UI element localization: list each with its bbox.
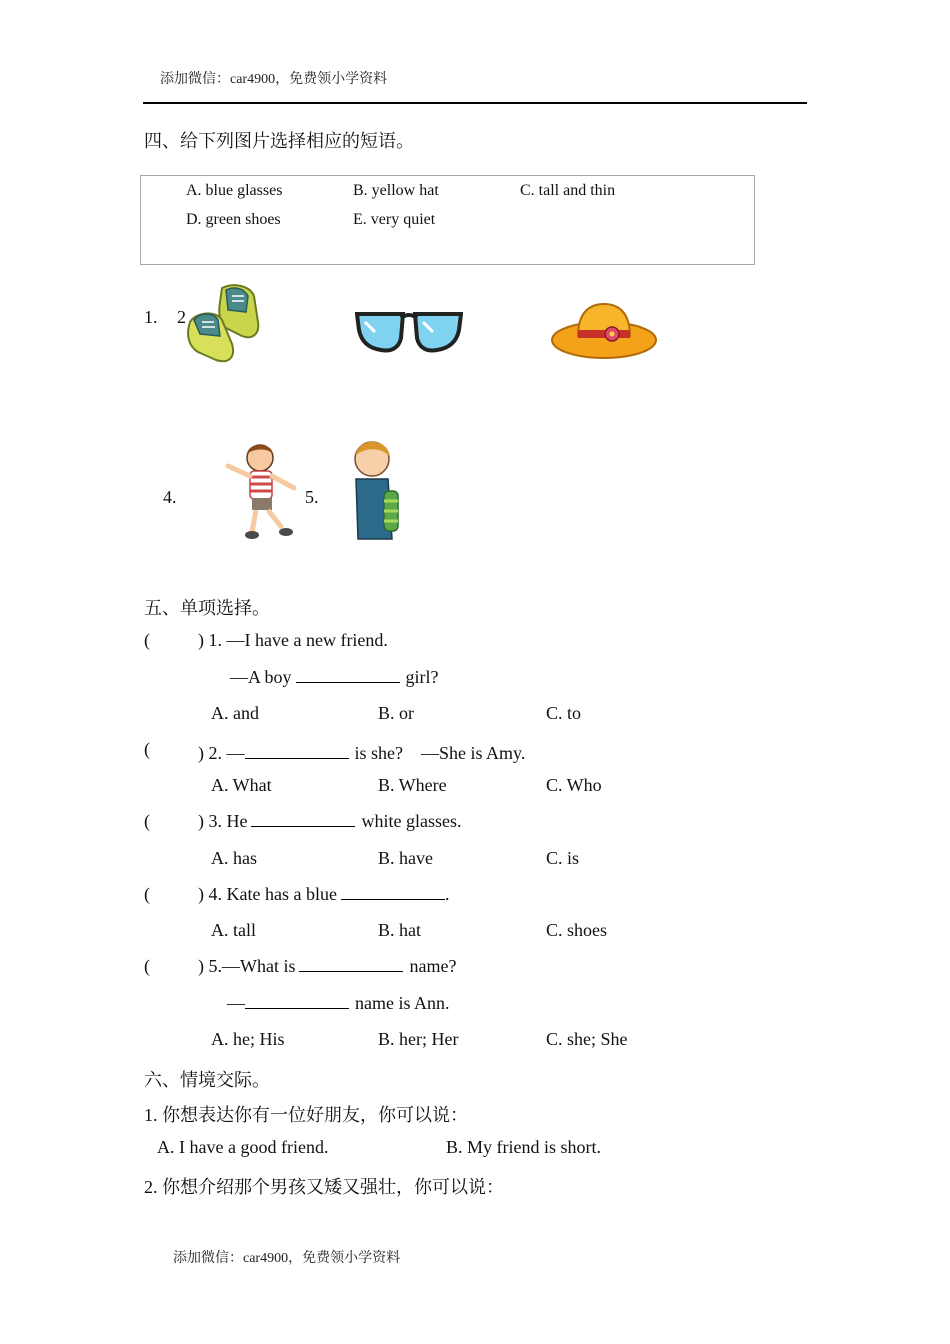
phrase-option-d: D. green shoes (186, 211, 281, 228)
section4-title: 四、给下列图片选择相应的短语。 (144, 131, 414, 151)
picture-number-4: 4. (163, 487, 177, 507)
q4-option-c: C. shoes (546, 920, 608, 940)
picture-number-5: 5. (305, 487, 319, 507)
phrase-option-e: E. very quiet (353, 211, 436, 228)
question-5-line2-pre: — (227, 993, 245, 1013)
s6-q1-option-b: B. My friend is short. (446, 1137, 601, 1157)
answer-paren-5: ( (144, 956, 150, 976)
q3-option-c: C. is (546, 848, 580, 868)
header-divider (143, 102, 807, 104)
answer-blank[interactable] (245, 993, 349, 1009)
question-2-suffix: is she? —She is Amy. (354, 743, 526, 763)
hat-icon (550, 300, 658, 362)
q1-option-a: A. and (211, 703, 259, 723)
q5-option-a: A. he; His (211, 1029, 285, 1049)
q2-option-a: A. What (211, 775, 272, 795)
phrase-option-b: B. yellow hat (353, 182, 439, 199)
answer-paren-1: ( (144, 630, 150, 650)
question-4-suffix: . (444, 884, 450, 904)
picture-number-2: 2 (177, 307, 186, 327)
q1-option-c: C. to (546, 703, 582, 723)
answer-paren-4: ( (144, 884, 150, 904)
question-5 (198, 956, 456, 977)
q3-option-b: B. have (378, 848, 433, 868)
q4-option-a: A. tall (211, 920, 256, 940)
question-1-line2 (230, 667, 439, 688)
question-5-line2-post: name is Ann. (355, 993, 450, 1013)
header-watermark: 添加微信：car4900，免费领小学资料 (160, 72, 388, 87)
answer-paren-2: ( (144, 739, 150, 759)
question-3 (198, 811, 461, 832)
answer-paren-3: ( (144, 811, 150, 831)
picture-number-1: 1. (144, 307, 158, 327)
q5-option-b: B. her; Her (378, 1029, 459, 1049)
footer-watermark: 添加微信：car4900，免费领小学资料 (173, 1251, 401, 1266)
section6-question-1: 1. 你想表达你有一位好朋友，你可以说： (144, 1105, 468, 1125)
answer-blank[interactable] (299, 956, 403, 972)
q1-option-b: B. or (378, 703, 414, 723)
glasses-icon (355, 308, 463, 354)
section5-title: 五、单项选择。 (144, 598, 270, 618)
question-5-prefix: ) 5.—What is (198, 956, 296, 976)
question-2 (198, 739, 525, 765)
boy-quiet-icon (346, 435, 404, 541)
q2-option-b: B. Where (378, 775, 447, 795)
boy-dancing-icon (222, 440, 302, 540)
question-1-line2-pre: —A boy (230, 667, 292, 687)
phrase-option-c: C. tall and thin (520, 182, 616, 199)
answer-blank[interactable] (341, 884, 445, 900)
question-5-line2 (227, 993, 450, 1014)
question-5-suffix: name? (409, 956, 457, 976)
section6-title: 六、情境交际。 (144, 1070, 270, 1090)
shoes-icon (182, 282, 262, 368)
s6-q1-option-a: A. I have a good friend. (157, 1137, 329, 1157)
question-1: ) 1. —I have a new friend. (198, 630, 388, 650)
q5-option-c: C. she; She (546, 1029, 628, 1049)
phrase-option-a: A. blue glasses (186, 182, 283, 199)
q4-option-b: B. hat (378, 920, 421, 940)
answer-blank[interactable] (251, 811, 355, 827)
question-3-prefix: ) 3. He (198, 811, 248, 831)
answer-blank[interactable] (296, 667, 400, 683)
q2-option-c: C. Who (546, 775, 602, 795)
question-1-line2-post: girl? (405, 667, 439, 687)
question-4 (198, 884, 449, 905)
question-2-prefix: ) 2. — (198, 743, 245, 763)
q3-option-a: A. has (211, 848, 257, 868)
question-3-suffix: white glasses. (361, 811, 462, 831)
section6-question-2: 2. 你想介绍那个男孩又矮又强壮，你可以说： (144, 1177, 504, 1197)
question-4-prefix: ) 4. Kate has a blue (198, 884, 337, 904)
answer-blank[interactable] (245, 743, 349, 759)
